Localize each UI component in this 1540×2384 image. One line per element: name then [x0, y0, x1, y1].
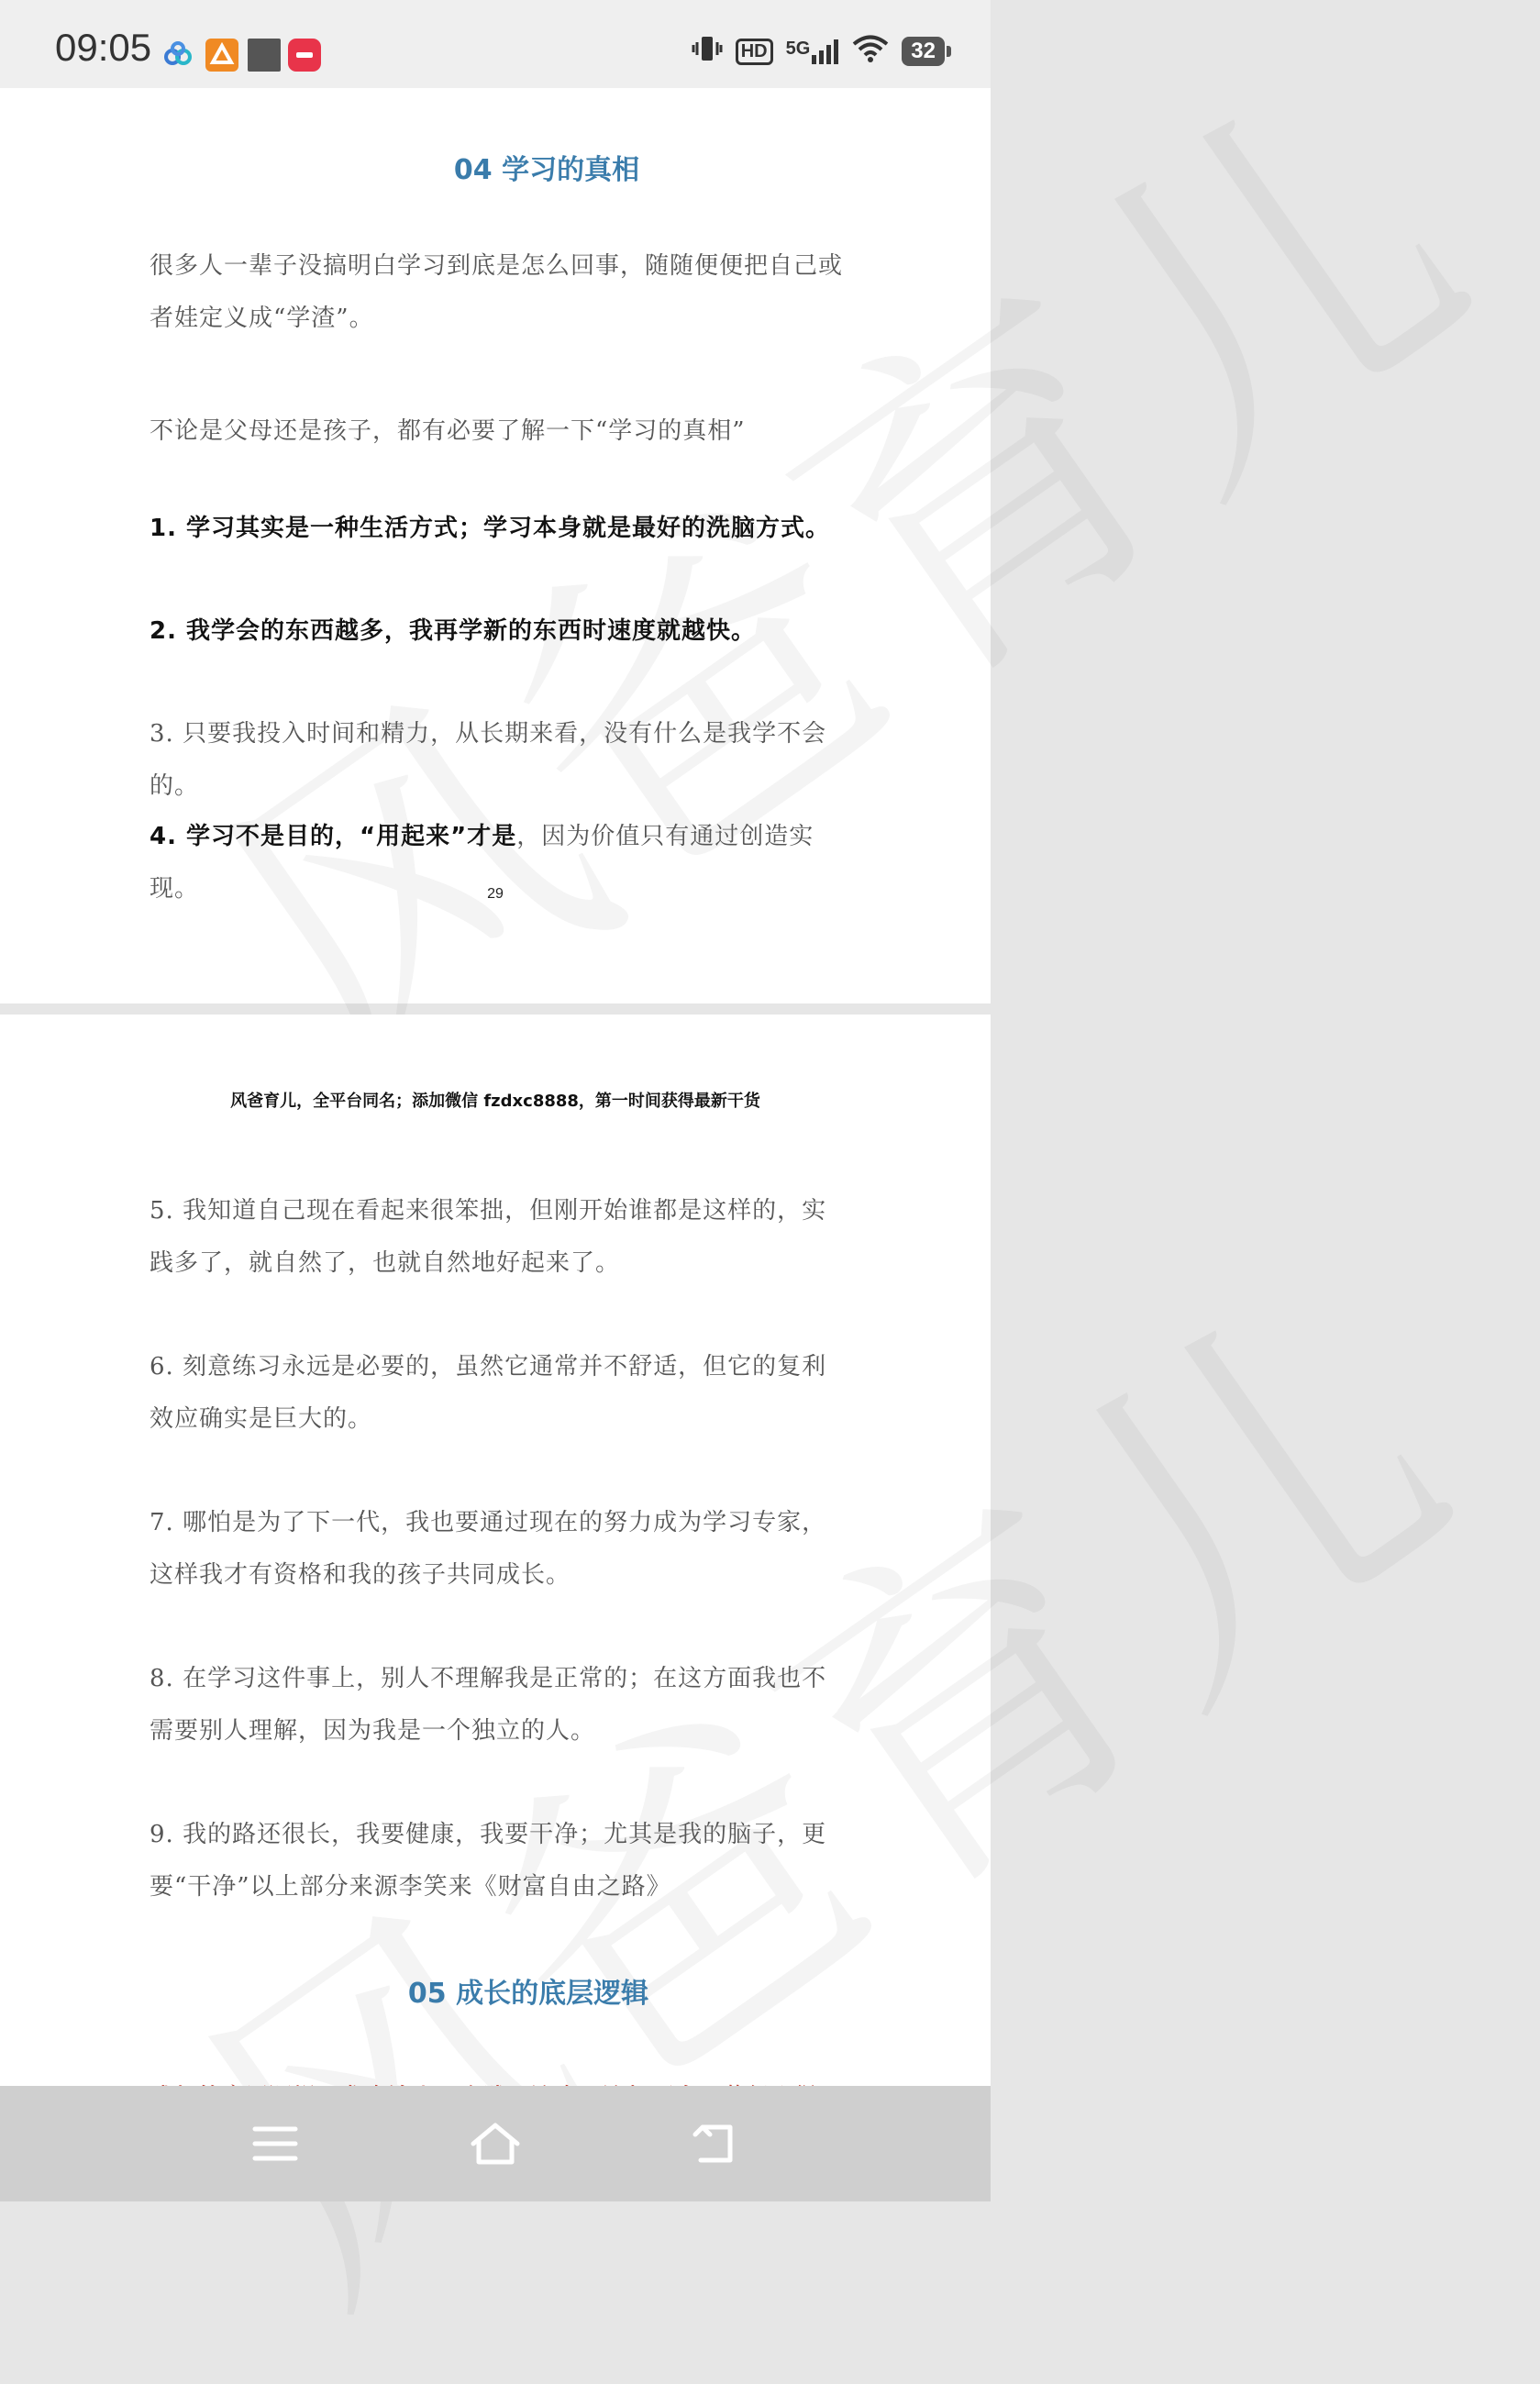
intro-paragraph: 很多人一辈子没搞明白学习到底是怎么回事，随随便便把自己或者娃定义成“学渣”。 [150, 252, 844, 332]
red-app-icon [288, 39, 321, 72]
list-item-2: 2. 我学会的东西越多，我再学新的东西时速度就越快。 [150, 617, 757, 645]
navigation-bar [0, 2086, 991, 2201]
page-number: 29 [487, 886, 504, 902]
home-button[interactable] [459, 2113, 532, 2174]
cloud-app-icon [161, 39, 194, 72]
list-item-1: 1. 学习其实是一种生活方式；学习本身就是最好的洗脑方式。 [150, 515, 831, 542]
list-item-7: 7. 哪怕是为了下一代，我也要通过现在的努力成为学习专家，这样我才有资格和我的孩子共同成长。 [150, 1509, 827, 1589]
list-item-5: 5. 我知道自己现在看起来很笨拙，但刚开始谁都是这样的，实践多了，就自然了，也就自然地好起来了。 [150, 1197, 827, 1277]
list-item-6: 6. 刻意练习永远是必要的，虽然它通常并不舒适，但它的复利效应确实是巨大的。 [150, 1353, 827, 1433]
list-item-4-rest: ，因为价值只有通过创造实现。 [150, 823, 814, 903]
vibrate-icon [692, 33, 723, 70]
page-header-note: 风爸育儿，全平台同名；添加微信 fzdxc8888，第一时间获得最新干货 [230, 1092, 760, 1111]
square-app-icon [248, 39, 281, 72]
menu-button[interactable] [238, 2113, 312, 2174]
hd-icon: HD [736, 39, 773, 65]
list-item-9: 9. 我的路还很长，我要健康，我要干净；尤其是我的脑子，更要“干净”以上部分来源李笑来《财富自由之路》 [150, 1821, 827, 1901]
home-icon [468, 2120, 523, 2168]
back-icon [692, 2122, 739, 2166]
battery-indicator: 32 [902, 37, 945, 66]
wifi-icon [852, 34, 889, 69]
section-title-04: 04 学习的真相 [453, 154, 640, 186]
status-time: 09:05 [55, 26, 152, 69]
document-page-29 [0, 88, 991, 1003]
prompt-paragraph: 不论是父母还是孩子，都有必要了解一下“学习的真相” [150, 417, 746, 445]
back-button[interactable] [679, 2113, 752, 2174]
status-indicators [692, 33, 945, 70]
section-title-05: 05 成长的底层逻辑 [407, 1978, 649, 2010]
document-page-30 [0, 1015, 991, 2086]
list-item-4-bold: 4. 学习不是目的，“用起来”才是 [150, 823, 517, 850]
network-type: 5G [785, 39, 811, 59]
game-app-icon [205, 39, 238, 72]
menu-icon [251, 2123, 299, 2164]
status-bar [0, 0, 991, 88]
list-item-3: 3. 只要我投入时间和精力，从长期来看，没有什么是我学不会的。 [150, 720, 827, 800]
signal-icon [786, 39, 840, 64]
list-item-8: 8. 在学习这件事上，别人不理解我是正常的；在这方面我也不需要别人理解，因为我是一个独立的人。 [150, 1665, 827, 1745]
